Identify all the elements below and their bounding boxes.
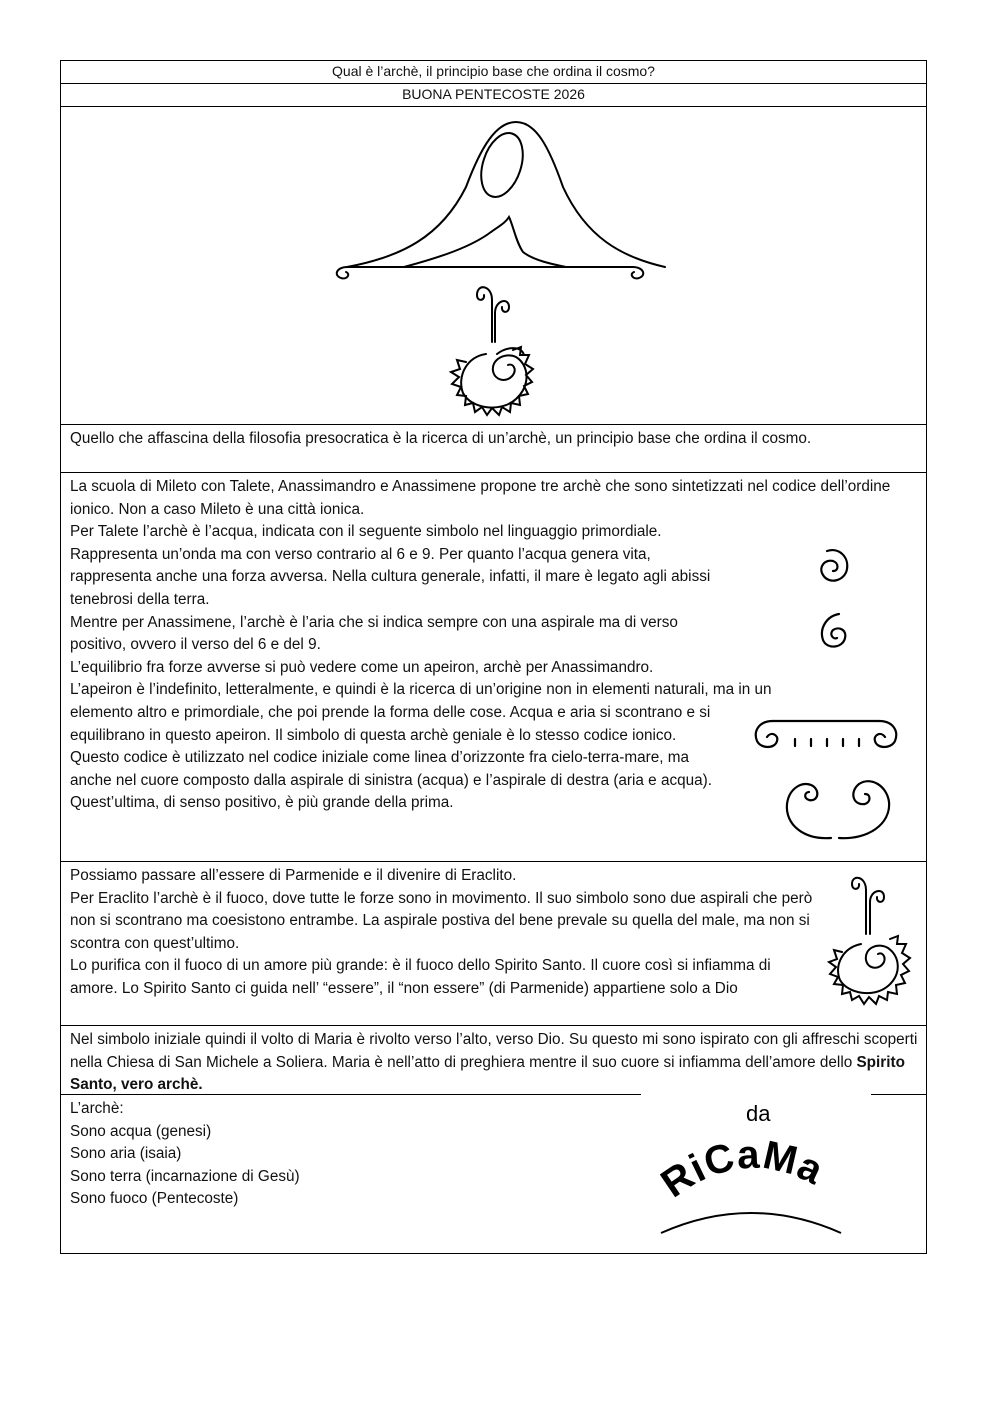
ionic-code-icon xyxy=(751,715,901,763)
mileto-p6a: L’apeiron è l’indefinito, letteralmente, e quindi è la ricerca di un’origine non in elementi naturali, ma in un xyxy=(70,681,772,699)
mileto-p7: Questo codice è utilizzato nel codice iniziale come linea d’orizzonte fra cielo-terra-mare, ma anche nel cuore composto dalla aspirale di sinistra (acqua) e l’aspirale di destra (aria e acqua). Quest’ultima, di senso positivo, è più grande della prima. xyxy=(70,749,712,812)
mileto-p4: Mentre per Anassimene, l’archè è l’aria che si indica sempre con una aspirale ma di verso positivo, ovvero il verso del 6 e del 9. xyxy=(70,613,678,654)
eraclito-section xyxy=(60,861,927,1025)
mileto-p6b: elemento altro e primordiale, che poi prende la forma delle cose. Acqua e aria si scontrano e si equilibrano in questo apeiron. Il simbolo di questa archè geniale è lo stesso codice ionico. xyxy=(70,703,711,744)
greeting: BUONA PENTECOSTE 2026 xyxy=(402,86,585,102)
intro-section xyxy=(60,424,927,472)
arche-item-terra: Sono terra (incarnazione di Gesù) xyxy=(70,1167,300,1185)
intro-text: Quello che affascina della filosofia presocratica è la ricerca di un’archè, un principio base che ordina il cosmo. xyxy=(70,430,812,447)
arche-title: L’archè: xyxy=(70,1100,124,1117)
madonna-heart-icon xyxy=(61,107,926,425)
ricama-logo xyxy=(653,1133,830,1207)
arche-item-fuoco: Sono fuoco (Pentecoste) xyxy=(70,1190,239,1208)
document xyxy=(60,60,927,1254)
mileto-p2: Per Talete l’archè è l’acqua, indicata con il seguente simbolo nel linguaggio primordiale. xyxy=(70,523,662,541)
eraclito-p3: Lo purifica con il fuoco di un amore più grande: è il fuoco dello Spirito Santo. Il cuore così si infiamma di amore. Lo Spirito Santo ci guida nell’ “essere”, il “non essere” (di Parmenide) appartiene solo a Dio xyxy=(70,957,771,997)
arche-item-aria: Sono aria (isaia) xyxy=(70,1145,182,1163)
ricama-signature xyxy=(641,1093,871,1251)
maria-section xyxy=(60,1025,927,1094)
air-spiral-icon xyxy=(809,608,859,653)
eraclito-p2: Per Eraclito l’archè è il fuoco, dove tutte le forze sono in movimento. Il suo simbolo sono due aspirali che però non si scontrano ma coesistono entrambe. La aspirale postiva del bene prevale su quella del male, ma non si scontra con quest’ultimo. xyxy=(70,889,813,952)
maria-text xyxy=(70,1029,918,1097)
signature-arc xyxy=(661,1213,841,1233)
mileto-section xyxy=(60,472,927,861)
heart-spirals-icon xyxy=(773,768,898,843)
signature-da: da xyxy=(746,1101,771,1126)
eraclito-p1: Possiamo passare all’essere di Parmenide e il divenire di Eraclito. xyxy=(70,867,517,884)
water-spiral-icon xyxy=(809,543,859,588)
fire-heart-icon xyxy=(826,866,916,1016)
mileto-p1: La scuola di Mileto con Talete, Anassimandro e Anassimene propone tre archè che sono sintetizzati nel codice dell’ordine ionico. Non a caso Mileto è una città ionica. xyxy=(70,478,891,518)
arche-section xyxy=(60,1094,927,1254)
greeting-row xyxy=(60,83,927,106)
hero-illustration xyxy=(60,106,927,424)
mileto-p5: L’equilibrio fra forze avverse si può vedere come un apeiron, archè per Anassimandro. xyxy=(70,658,654,676)
page-title: Qual è l’archè, il principio base che ordina il cosmo? xyxy=(332,63,655,79)
arche-item-acqua: Sono acqua (genesi) xyxy=(70,1122,212,1140)
ricama-logo-text: RiCaMa xyxy=(653,1132,831,1207)
maria-text-body: Nel simbolo iniziale quindi il volto di Maria è rivolto verso l’alto, verso Dio. Su questo mi sono ispirato con gli affreschi scoperti nella Chiesa di San Michele a Soliera. Maria è nell’atto di preghiera mentre il suo cuore si infiamma dell’amore dello xyxy=(70,1031,918,1071)
mileto-p3: Rappresenta un’onda ma con verso contrario al 6 e 9. Per quanto l’acqua genera vita, rappresenta anche una forza avversa. Nella cultura generale, infatti, il mare è legato agli abissi tenebrosi della terra. xyxy=(70,545,711,608)
maria-text-bold: Spirito Santo, vero archè. xyxy=(70,1053,905,1094)
title-row xyxy=(60,60,927,83)
